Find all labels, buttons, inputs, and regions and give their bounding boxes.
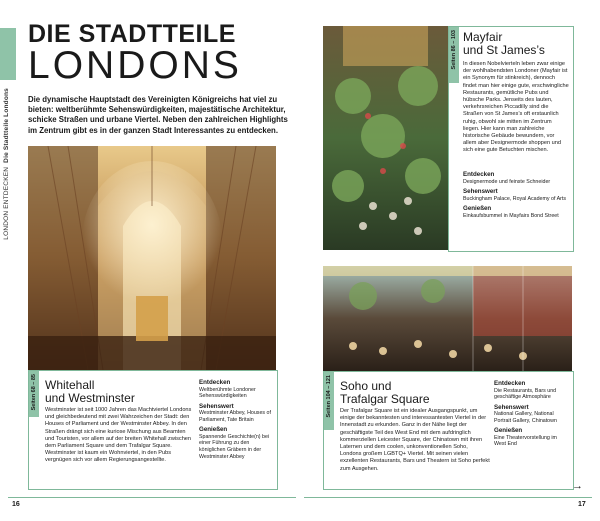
footer-rule-left	[8, 497, 296, 498]
entdecken-text: Designermode und feinste Schneider	[463, 178, 551, 185]
side-running-header	[3, 88, 15, 288]
district-card-soho	[323, 371, 574, 490]
card-title	[463, 31, 569, 57]
page-range: Seiten 104 – 121	[326, 375, 332, 418]
geniessen-heading: Genießen	[463, 205, 492, 213]
geniessen-text: Einkaufsbummel in Mayfairs Bond Street	[463, 212, 559, 219]
soho-market-photo	[323, 266, 572, 371]
page-title-line1: DIE STADTTEILE	[28, 20, 236, 48]
section-color-tab	[0, 28, 16, 80]
side-prefix: LONDON ENTDECKEN	[3, 166, 10, 240]
sehenswert-text: Buckingham Palace, Royal Academy of Arts	[463, 195, 567, 202]
card-title-line2: und St James’s	[463, 43, 545, 57]
next-page-arrow-icon[interactable]: →	[572, 480, 583, 492]
sehenswert-heading: Sehenswert	[199, 402, 234, 410]
geniessen-text: Spannende Geschichte(n) bei einer Führung zu den königlichen Gräbern in der Westminster Abbey	[199, 433, 270, 460]
sehenswert-text: Westminster Abbey, Houses of Parliament, Tate Britain	[199, 410, 271, 423]
card-title	[45, 379, 195, 405]
card-title-line2: und Westminster	[45, 391, 135, 405]
geniessen-text: Eine Theatervorstellung im West End	[494, 434, 557, 448]
card-info	[494, 380, 570, 451]
card-body: Der Trafalgar Square ist ein idealer Ausgangspunkt, um einige der bekanntesten und interessantesten Viertel in der Innenstadt zu erkunden. Ganz in der Nähe liegt der geschäftigste Teil des West End mit dem aufdringlich kommerziellen Leicester Square, der Chinatown mit ihren Laternen und dem coolen, unkonventionellen Soho, Londons großem LGBTQ+ Viertel. Mit seinen vielen exzellenten Restaurants, Bars und Theatern ist Soho perfekt zum Ausgehen.	[340, 408, 490, 472]
page-range-tab	[324, 372, 334, 430]
card-body: Westminster ist seit 1000 Jahren das Machtviertel Londons und gleichbedeutend mit zwei Wahrzeichen der Stadt: den Houses of Parliament und der Westminster Abbey. In den Straßen drängt sich eine kuriose Mischung aus Beamten und Touristen, vor allem auf der breiten Whitehall zwischen dem Parliament Square und dem Trafalgar Square. Westminster ist kaum ein Wohnviertel, in den Pubs vergnügen sich vor allem Regierungsangestellte.	[45, 407, 192, 464]
geniessen-heading: Genießen	[494, 427, 523, 435]
entdecken-heading: Entdecken	[199, 379, 231, 386]
page-range-tab	[449, 27, 459, 83]
page-title-line2: LONDONS	[28, 44, 242, 87]
page-range: Seiten 68 – 85	[31, 374, 37, 411]
card-title-line2: Trafalgar Square	[340, 392, 430, 406]
geniessen-heading: Genießen	[199, 426, 228, 434]
sehenswert-heading: Sehenswert	[463, 188, 498, 196]
sehenswert-heading: Sehenswert	[494, 403, 529, 411]
page-number-right: 17	[578, 501, 586, 508]
district-card-whitehall	[28, 370, 278, 490]
page-range-tab	[29, 371, 39, 417]
entdecken-text: Die Restaurants, Bars und geschäftige Atmosphäre	[494, 387, 557, 401]
entdecken-text: Weltberühmte Londoner Sehenswürdigkeiten	[199, 386, 256, 400]
sehenswert-text: National Gallery, National Portrait Gallery, Chinatown	[494, 411, 557, 424]
card-info	[463, 171, 569, 222]
card-body: In diesen Nobelvierteln leben zwar einige der wohlhabendsten Londoner (Mayfair ist ein Synonym für stinkreich), dennoch findet man hier einige gute, erschwingliche Restaurants, gemütliche Pubs und hübsche Parks. Jenseits des lauten, verkehrsreichen Piccadilly sind die Straßen von St James’s oft erstaunlich ruhig, obwohl sie mitten im Zentrum liegen. Hier kann man zahlreiche historische Gebäude bewundern, vor allem aber Designermode shoppen und sich eine gute Betuchten mischen.	[463, 61, 569, 154]
card-title-line1: Soho und	[340, 379, 392, 393]
footer-rule-right	[304, 497, 592, 498]
district-card-mayfair	[448, 26, 574, 252]
card-title-line1: Mayfair	[463, 30, 503, 44]
card-title-line1: Whitehall	[45, 378, 95, 392]
mayfair-market-photo	[323, 26, 448, 250]
side-section: Die Stadtteile Londons	[3, 88, 10, 163]
card-title	[340, 380, 490, 406]
page-number-left: 16	[12, 501, 20, 508]
westminster-abbey-photo	[28, 146, 276, 370]
intro-paragraph: Die dynamische Hauptstadt des Vereinigten Königreichs hat viel zu bieten: weltberühmte Sehenswürdigkeiten, majestätische Architektur, schicke Straßen und urbane Viertel. Neben den zahlreichen Highlights im Zentrum gibt es in der ganzen Stadt Interessantes zu entdecken.	[28, 95, 288, 135]
card-info	[199, 379, 273, 463]
entdecken-heading: Entdecken	[494, 380, 526, 387]
entdecken-heading: Entdecken	[463, 171, 495, 178]
page-range: Seiten 86 – 103	[451, 30, 457, 70]
